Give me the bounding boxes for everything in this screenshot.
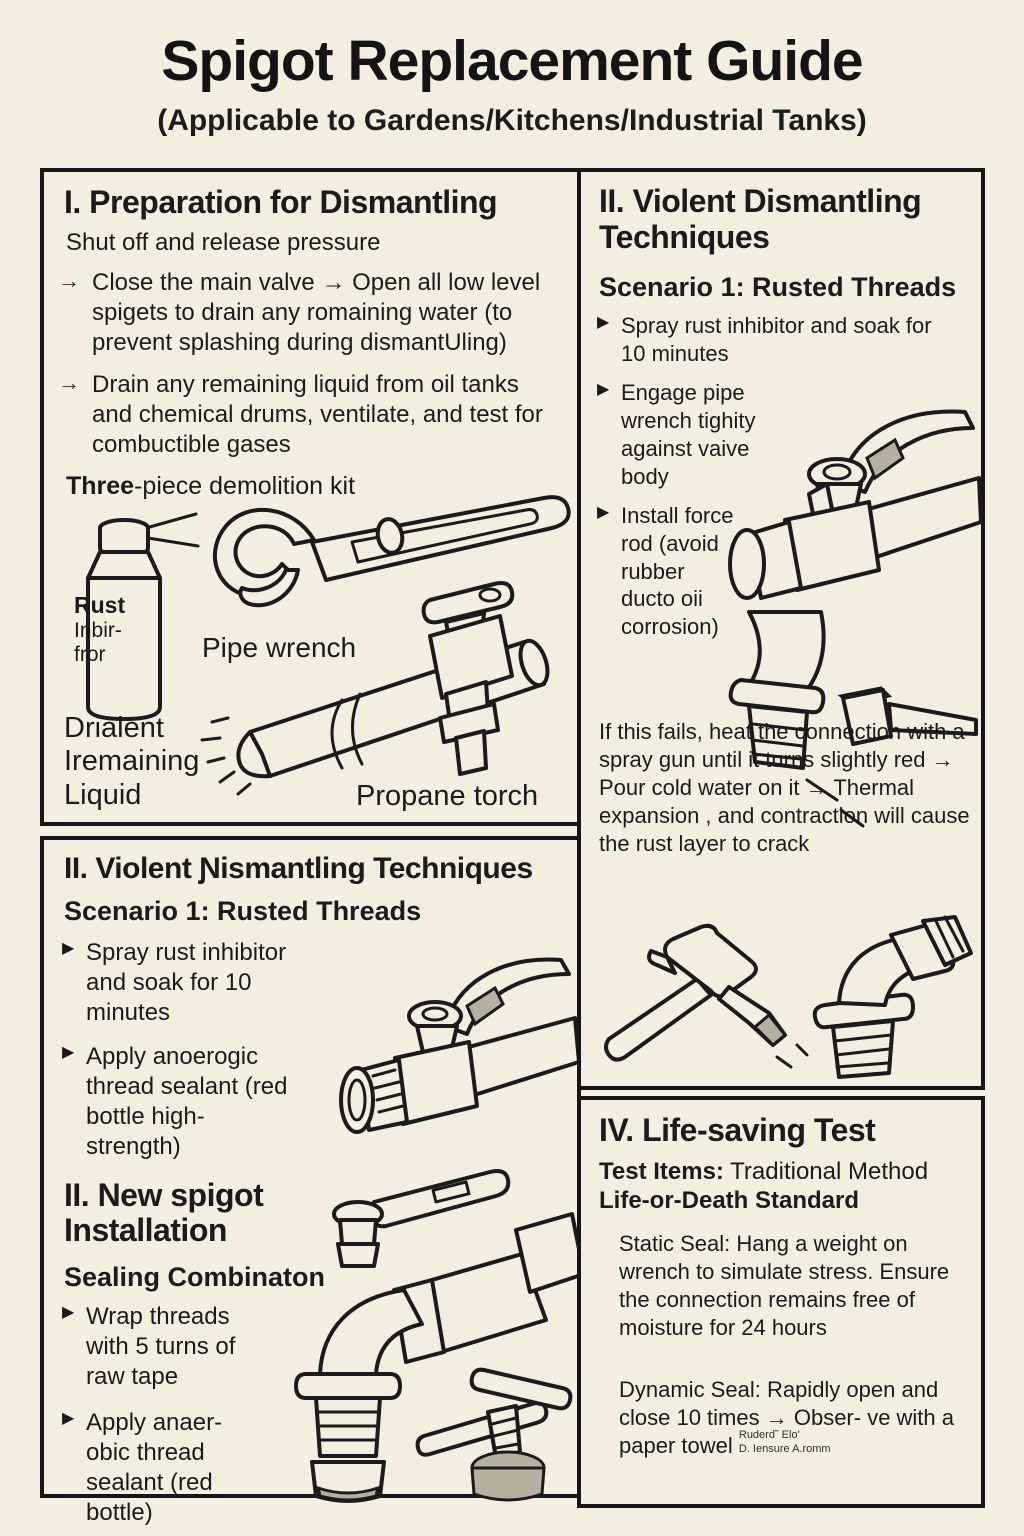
hammer-tap-illustration <box>601 917 971 1082</box>
test-standard: Life-or-Death Standard <box>599 1186 860 1214</box>
list-item: ▶ Install force rod (avoid rubber ducto oii corrosion) <box>597 502 734 640</box>
section-life-saving-test <box>577 1096 985 1508</box>
triangle-bullet-icon: ▶ <box>62 1410 75 1427</box>
triangle-bullet-icon: ▶ <box>62 940 75 957</box>
triangle-bullet-icon: ▶ <box>62 1044 75 1061</box>
section-violent-right <box>577 168 985 1090</box>
drain-label: Drialent Iremaining Liquid <box>64 712 200 811</box>
violent-right-heading: II. Violent Dismantling Techniques <box>599 183 922 255</box>
preparation-bullet-list <box>58 268 550 472</box>
arrow-bullet-icon: → <box>58 268 80 293</box>
kit-title: Three-piece demolition kit <box>66 472 356 500</box>
test-items-line: Test Items: Traditional Method Life-or-Death Standard <box>599 1158 974 1216</box>
can-label: Rust Inbir- fror <box>74 592 126 666</box>
section-preparation <box>40 168 581 826</box>
page-title: Spigot Replacement Guide <box>161 29 863 93</box>
ball-valve-illustration <box>299 930 579 1165</box>
preparation-heading: I. Preparation for Dismantling <box>64 184 498 220</box>
new-spigot-illustration <box>254 1170 584 1500</box>
dynamic-seal-paragraph: Dynamic Seal: Rapidly open and close 10 times → Obser- ve with a paper towel Ruderd˜ Elo' D. Iensure A.romm <box>619 1377 955 1458</box>
fineprint-text: Ruderd˜ Elo' D. Iensure A.romm <box>738 1429 831 1455</box>
arrow-bullet-icon: → <box>58 370 80 395</box>
triangle-bullet-icon: ▶ <box>62 1304 75 1321</box>
sealing-subheading: Sealing Combinaton <box>64 1262 326 1292</box>
list-item: → Drain any remaining liquid from oil tanks and chemical drums, ventilate, and test for combuctible gases <box>58 370 543 458</box>
violent-right-scenario: Scenario 1: Rusted Threads <box>599 272 957 302</box>
list-item: ▶ Apply anoerogic thread sealant (red bottle high-strength) <box>62 1043 288 1160</box>
triangle-bullet-icon: ▶ <box>597 380 610 398</box>
test-heading: IV. Life-saving Test <box>599 1112 876 1148</box>
section-violent-left <box>40 836 581 1526</box>
list-item: ▶ Engage pipe wrench tighity against vaive body <box>597 379 756 489</box>
list-item: ▶ Spray rust inhibitor and soak for 10 minutes <box>62 939 287 1026</box>
violent-left-bullets <box>60 938 310 1173</box>
triangle-bullet-icon: ▶ <box>597 314 610 331</box>
violent-left-scenario: Scenario 1: Rusted Threads <box>64 896 422 926</box>
violent-left-heading: II. Violent Ɲismantling Techniques <box>64 852 533 885</box>
new-spigot-heading: II. New spigot Installation <box>64 1177 264 1249</box>
pipe-wrench-label: Pipe wrench <box>202 632 357 663</box>
static-seal-paragraph: Static Seal: Hang a weight on wrench to simulate stress. Ensure the connection remains free of moisture for 24 hours <box>619 1231 950 1340</box>
wrench-on-valve-illustration <box>721 362 981 622</box>
list-item: ▶ Wrap threads with 5 turns of raw tape <box>62 1303 236 1390</box>
propane-torch-label: Propane torch <box>356 780 539 812</box>
triangle-bullet-icon: ▶ <box>597 503 610 521</box>
list-item: → Close the main valve → Open all low level spigets to drain any romaining water (to prevent splashing during dismantUling) <box>58 268 541 356</box>
list-item: ▶ Spray rust inhibitor and soak for 10 minutes <box>597 313 932 366</box>
preparation-intro: Shut off and release pressure <box>66 229 381 256</box>
page-subtitle: (Applicable to Gardens/Kitchens/Industrial Tanks) <box>157 104 867 137</box>
list-item: ▶ Apply anaer- obic thread sealant (red bottle) <box>62 1409 223 1526</box>
heat-note: If this fails, heat the connection with a spray gun until it turns slightly red → Pour cold water on it → Thermal expansion , and contraction will cause the rust layer to crack <box>599 719 970 856</box>
